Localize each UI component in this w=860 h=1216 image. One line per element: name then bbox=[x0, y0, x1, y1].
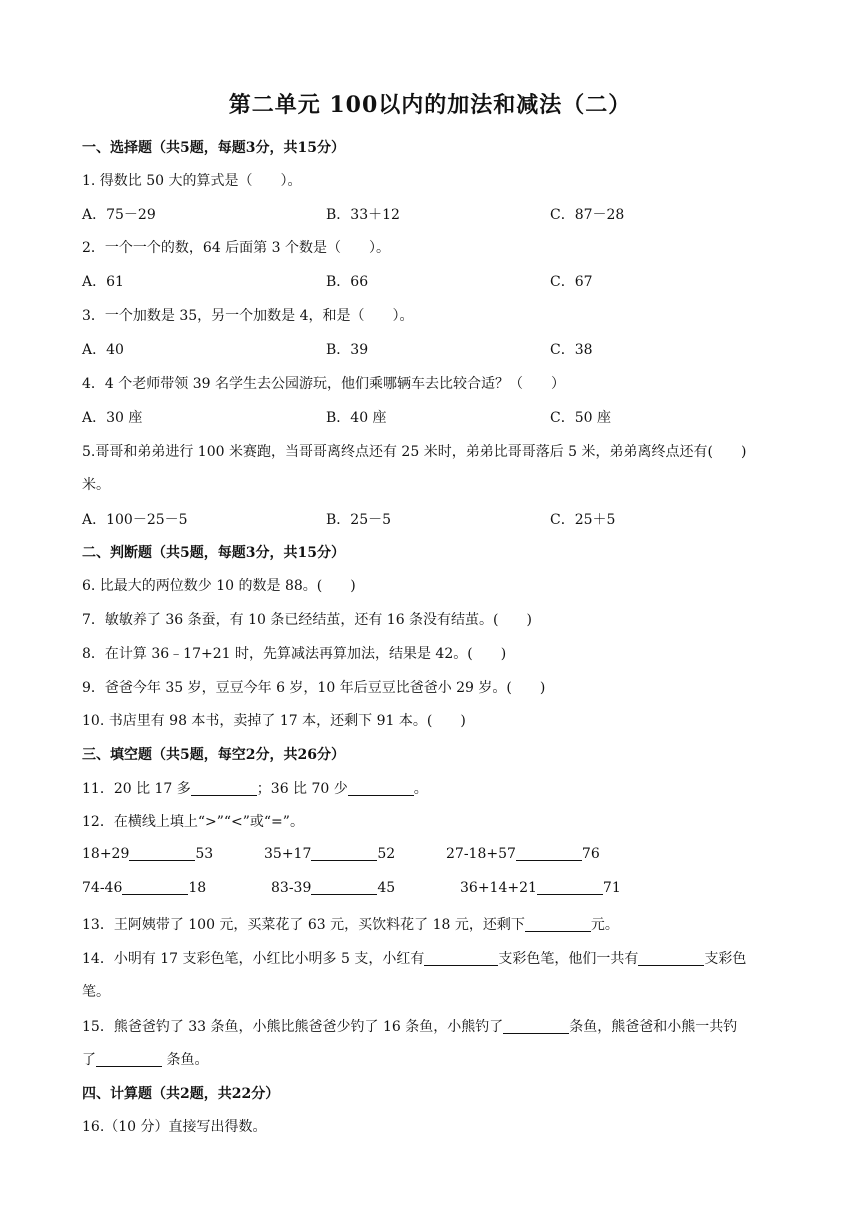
section-heading-judge: 二、判断题（共5题，每题3分，共15分） bbox=[82, 545, 345, 561]
q3-option-c: C．38 bbox=[550, 342, 593, 358]
q11-text-c: 。 bbox=[413, 781, 428, 797]
question-10: 10. 书店里有 98 本书，卖掉了 17 本，还剩下 91 本。( ) bbox=[82, 713, 466, 729]
q1-option-b: B．33＋12 bbox=[326, 207, 400, 223]
compare-item: 35+17 52 bbox=[264, 846, 396, 862]
q11-text-a: 11．20 比 17 多 bbox=[82, 781, 191, 797]
answer-blank bbox=[348, 781, 414, 796]
q1-option-c: C．87－28 bbox=[550, 207, 625, 223]
answer-blank bbox=[311, 880, 377, 895]
compare-item: 18+29 53 bbox=[82, 846, 214, 862]
answer-blank bbox=[191, 781, 257, 796]
compare-item: 74-46 18 bbox=[82, 880, 207, 896]
question-14-continued: 笔。 bbox=[82, 984, 110, 1000]
q4-option-c: C．50 座 bbox=[550, 410, 611, 426]
answer-blank bbox=[311, 846, 377, 861]
question-9: 9．爸爸今年 35 岁，豆豆今年 6 岁，10 年后豆豆比爸爸小 29 岁。( ) bbox=[82, 680, 546, 696]
q11-text-b: ；36 比 70 少 bbox=[256, 781, 348, 797]
page-title: 第二单元 100以内的加法和减法（二） bbox=[228, 92, 632, 118]
q4-option-b: B．40 座 bbox=[326, 410, 387, 426]
question-2: 2．一个一个的数，64 后面第 3 个数是（ ）。 bbox=[82, 240, 390, 256]
answer-blank bbox=[424, 951, 498, 966]
q4-option-a: A．30 座 bbox=[82, 410, 143, 426]
compare-item: 83-39 45 bbox=[271, 880, 396, 896]
answer-blank bbox=[638, 951, 704, 966]
answer-blank bbox=[516, 846, 582, 861]
answer-blank bbox=[96, 1052, 162, 1067]
q3-option-b: B．39 bbox=[326, 342, 369, 358]
question-4: 4．4 个老师带领 39 名学生去公园游玩，他们乘哪辆车去比较合适？（ ） bbox=[82, 376, 565, 392]
question-11 bbox=[82, 778, 428, 798]
q2-option-c: C．67 bbox=[550, 274, 593, 290]
q3-option-a: A．40 bbox=[82, 342, 124, 358]
question-14: 14．小明有 17 支彩色笔，小红比小明多 5 支，小红有 支彩色笔，他们一共有 支彩色 bbox=[82, 951, 747, 967]
answer-blank bbox=[503, 1019, 569, 1034]
question-3: 3．一个加数是 35，另一个加数是 4，和是（ ）。 bbox=[82, 308, 414, 324]
answer-blank bbox=[122, 880, 188, 895]
q1-option-a: A．75－29 bbox=[82, 207, 156, 223]
question-12: 12．在横线上填上“>”“<”或“=”。 bbox=[82, 814, 304, 830]
section-heading-fill: 三、填空题（共5题，每空2分，共26分） bbox=[82, 747, 345, 763]
q5-option-b: B．25－5 bbox=[326, 512, 392, 528]
question-13: 13．王阿姨带了 100 元，买菜花了 63 元，买饮料花了 18 元，还剩下 元。 bbox=[82, 917, 619, 933]
question-7: 7．敏敏养了 36 条蚕，有 10 条已经结茧，还有 16 条没有结茧。( ) bbox=[82, 612, 532, 628]
section-heading-calc: 四、计算题（共2题，共22分） bbox=[82, 1086, 280, 1102]
compare-item: 36+14+21 71 bbox=[460, 880, 621, 896]
question-1: 1. 得数比 50 大的算式是（ ）。 bbox=[82, 173, 302, 189]
answer-blank bbox=[537, 880, 603, 895]
q5-option-c: C．25＋5 bbox=[550, 512, 616, 528]
question-8: 8．在计算 36﹣17+21 时，先算减法再算加法，结果是 42。( ) bbox=[82, 646, 507, 662]
question-5: 5.哥哥和弟弟进行 100 米赛跑，当哥哥离终点还有 25 米时，弟弟比哥哥落后 5 米，弟弟离终点还有( ) bbox=[82, 444, 747, 460]
answer-blank bbox=[525, 917, 591, 932]
question-6: 6. 比最大的两位数少 10 的数是 88。( ) bbox=[82, 578, 356, 594]
answer-blank bbox=[129, 846, 195, 861]
q2-option-b: B．66 bbox=[326, 274, 369, 290]
compare-item: 27-18+57 76 bbox=[446, 846, 600, 862]
question-5-continued: 米。 bbox=[82, 477, 110, 493]
question-15: 15．熊爸爸钓了 33 条鱼，小熊比熊爸爸少钓了 16 条鱼，小熊钓了 条鱼，熊爸爸和小熊一共钓 bbox=[82, 1019, 738, 1035]
question-16: 16.（10 分）直接写出得数。 bbox=[82, 1119, 267, 1135]
q2-option-a: A．61 bbox=[82, 274, 124, 290]
question-15-continued: 了 条鱼。 bbox=[82, 1052, 209, 1068]
section-heading-choice: 一、选择题（共5题，每题3分，共15分） bbox=[82, 140, 345, 156]
q5-option-a: A．100－25－5 bbox=[82, 512, 188, 528]
